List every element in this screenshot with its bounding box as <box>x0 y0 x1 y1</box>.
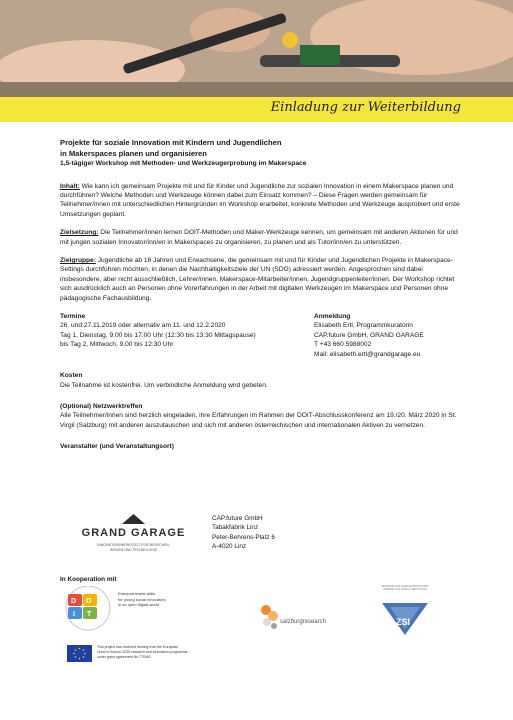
eu-flag-icon <box>67 645 92 662</box>
kosten-heading: Kosten <box>60 372 83 380</box>
anmeldung-heading: Anmeldung <box>314 313 351 321</box>
anmeldung-block <box>314 312 460 359</box>
main-content <box>60 138 460 452</box>
zielgruppe-text: Jugendliche ab 16 Jahren und Erwachsene, die gemeinsam mit und für Kinder und Jugendlichen Projekte in Makerspace-Settings durchführen möchten, in denen die Nachhaltigkeitsziele der UN (SDG) adressiert werden. Angesprochen sind dabei insbesondere, aber nicht ausschließlich, Lehrer/innen, Makerspace-Mitarbeiter/innen, Jugendgruppenleiter/innen. Der Workshop richtet sich ausdrücklich auch an Personen ohne Vorerfahrungen in der Arbeit mit digitalen Werkzeugen im Makerspace und Personen ohne pädagogische Fachausbildung. <box>60 257 455 302</box>
termine-heading: Termine <box>60 313 86 321</box>
termine-anmeldung-row <box>60 312 460 359</box>
zielsetzung-paragraph <box>60 228 460 247</box>
netzwerk-text: Alle Teilnehmer/innen sind herzlich eingeladen, ihre Erfahrungen im Rahmen der DOIT-Abschlusskonferenz am 19./20. März 2020 in St. Virgil (Salzburg) mit anderen auszutauschen und sich mit anderen österreichischen und internationalen Aktiven zu vernetzen. <box>60 412 457 429</box>
eu-note-2: Union's Horizon 2020 research and innovation programme <box>97 650 188 654</box>
kooperation-heading: In Kooperation mit <box>60 576 117 583</box>
invitation-banner <box>0 97 513 122</box>
eu-stars-icon <box>67 645 92 662</box>
doit-puzzle-icon <box>60 586 116 634</box>
zsi-mark-icon <box>370 595 440 645</box>
salzburg-research-name: salzburgresearch <box>280 619 327 625</box>
doit-tagline-2: for young social innovators <box>118 596 166 602</box>
zsi-logo <box>370 585 440 645</box>
svg-text:I: I <box>73 611 75 618</box>
termine-line-2: Tag 1, Dienstag, 9.00 bis 17.00 Uhr (12:30 bis 13:30 Mittagspause) <box>60 331 256 339</box>
zielsetzung-text: Die Teilnehmer/innen lernen DOIT-Methoden und Maker-Werkzeuge kennen, um gemeinsam mit anderen Aktionen für und mit jungen sozialen Innovator/inn/en in Makerspaces zu organisieren, zu planen und als Tutor/inn/en zu unterstützen. <box>60 229 458 246</box>
netzwerk-block <box>60 402 460 430</box>
banner-title: Einladung zur Weiterbildung <box>270 100 461 115</box>
svg-text:O: O <box>86 598 92 605</box>
termine-block <box>60 312 314 359</box>
doit-tagline-1: Entrepreneurial skills <box>118 591 156 596</box>
zielsetzung-label: Zielsetzung: <box>60 229 99 237</box>
grand-garage-tagline <box>66 543 201 552</box>
doit-logo <box>60 586 190 636</box>
organizer-row <box>60 510 460 570</box>
grand-garage-tagline-1: INNOVATIONSWERKSTATT FÜR MENSCHEN, <box>97 543 170 547</box>
doit-tagline-3: in an open digital world <box>118 602 159 608</box>
zsi-heading-2: CENTRE FOR SOCIAL INNOVATION <box>383 588 427 592</box>
zielgruppe-label: Zielgruppe: <box>60 257 96 265</box>
anmeldung-line-2: CAP.future GmbH, GRAND GARAGE <box>314 331 424 339</box>
title-line-1: Projekte für soziale Innovation mit Kindern und Jugendlichen <box>60 138 282 147</box>
zsi-letters: ZSI <box>396 617 411 627</box>
title-line-2: in Makerspaces planen und organisieren <box>60 148 207 158</box>
inhalt-paragraph <box>60 182 460 220</box>
address-line-3: Peter-Behrens-Platz 6 <box>212 533 275 541</box>
inhalt-text: Wie kann ich gemeinsam Projekte mit und für Kinder und Jugendliche zur sozialen Innovation in einem Makerspace planen und durchführen? Welche Methoden und Werkzeuge können dabei zum Einsatz kommen? – Diese Fragen werden gemeinsam für Teilnehmer/innen mit unterschiedlichen Hintergründen im Workshop erarbeitet, konkrete Methoden und Werkzeuge ausprobiert und erste Umsetzungen geplant. <box>60 182 460 218</box>
grand-garage-logo <box>66 510 201 570</box>
svg-text:D: D <box>71 598 77 605</box>
kosten-text: Die Teilnahme ist kostenfrei. Um verbindliche Anmeldung wird gebeten. <box>60 381 268 389</box>
address-line-2: Tabakfabrik Linz <box>212 524 259 532</box>
doit-tagline <box>118 591 166 608</box>
netzwerk-heading: (Optional) Netzwerktreffen <box>60 402 143 410</box>
svg-text:T: T <box>87 611 92 618</box>
salzburg-research-logo <box>258 600 353 636</box>
termine-line-3: bis Tag 2, Mittwoch, 9.00 bis 12:30 Uhr <box>60 341 174 349</box>
zielgruppe-paragraph <box>60 256 460 303</box>
veranstalter-block <box>60 442 460 451</box>
garage-roof-icon <box>66 510 201 526</box>
soldering-hands-illustration <box>0 0 513 97</box>
eu-note-1: This project has received funding from the European <box>97 645 179 649</box>
address-line-4: A-4020 Linz <box>212 543 247 551</box>
grand-garage-tagline-2: WISSEN UND TECHNOLOGIE <box>109 547 158 552</box>
anmeldung-email[interactable]: Mail: elisabeth.ertl@grandgarage.eu <box>314 350 421 358</box>
grand-garage-name: GRAND GARAGE <box>81 527 186 539</box>
termine-line-1: 26. und 27.11.2019 oder alternativ am 11. und 12.2.2020 <box>60 322 226 330</box>
kosten-block <box>60 371 460 390</box>
eu-note-3: under grant agreement No 770063 <box>97 655 151 659</box>
inhalt-label: Inhalt: <box>60 182 80 190</box>
zsi-heading <box>370 585 440 592</box>
veranstalter-heading: Veranstalter (und Veranstaltungsort) <box>60 443 174 451</box>
hero-photo <box>0 0 513 97</box>
organizer-address <box>212 514 275 552</box>
eu-funding-note <box>97 645 232 660</box>
anmeldung-line-1: Elisabeth Ertl, Programmkuratorin <box>314 322 413 330</box>
anmeldung-line-3: T +43 660 5988002 <box>314 341 372 349</box>
salzburg-research-icon <box>258 600 282 634</box>
zsi-heading-1: ZENTRUM FÜR SOZIALE INNOVATION <box>381 585 429 588</box>
subtitle: 1,5-tägiger Workshop mit Methoden- und Werkzeugerprobung im Makerspace <box>60 160 307 168</box>
address-line-1: CAP.future GmbH <box>212 515 263 522</box>
